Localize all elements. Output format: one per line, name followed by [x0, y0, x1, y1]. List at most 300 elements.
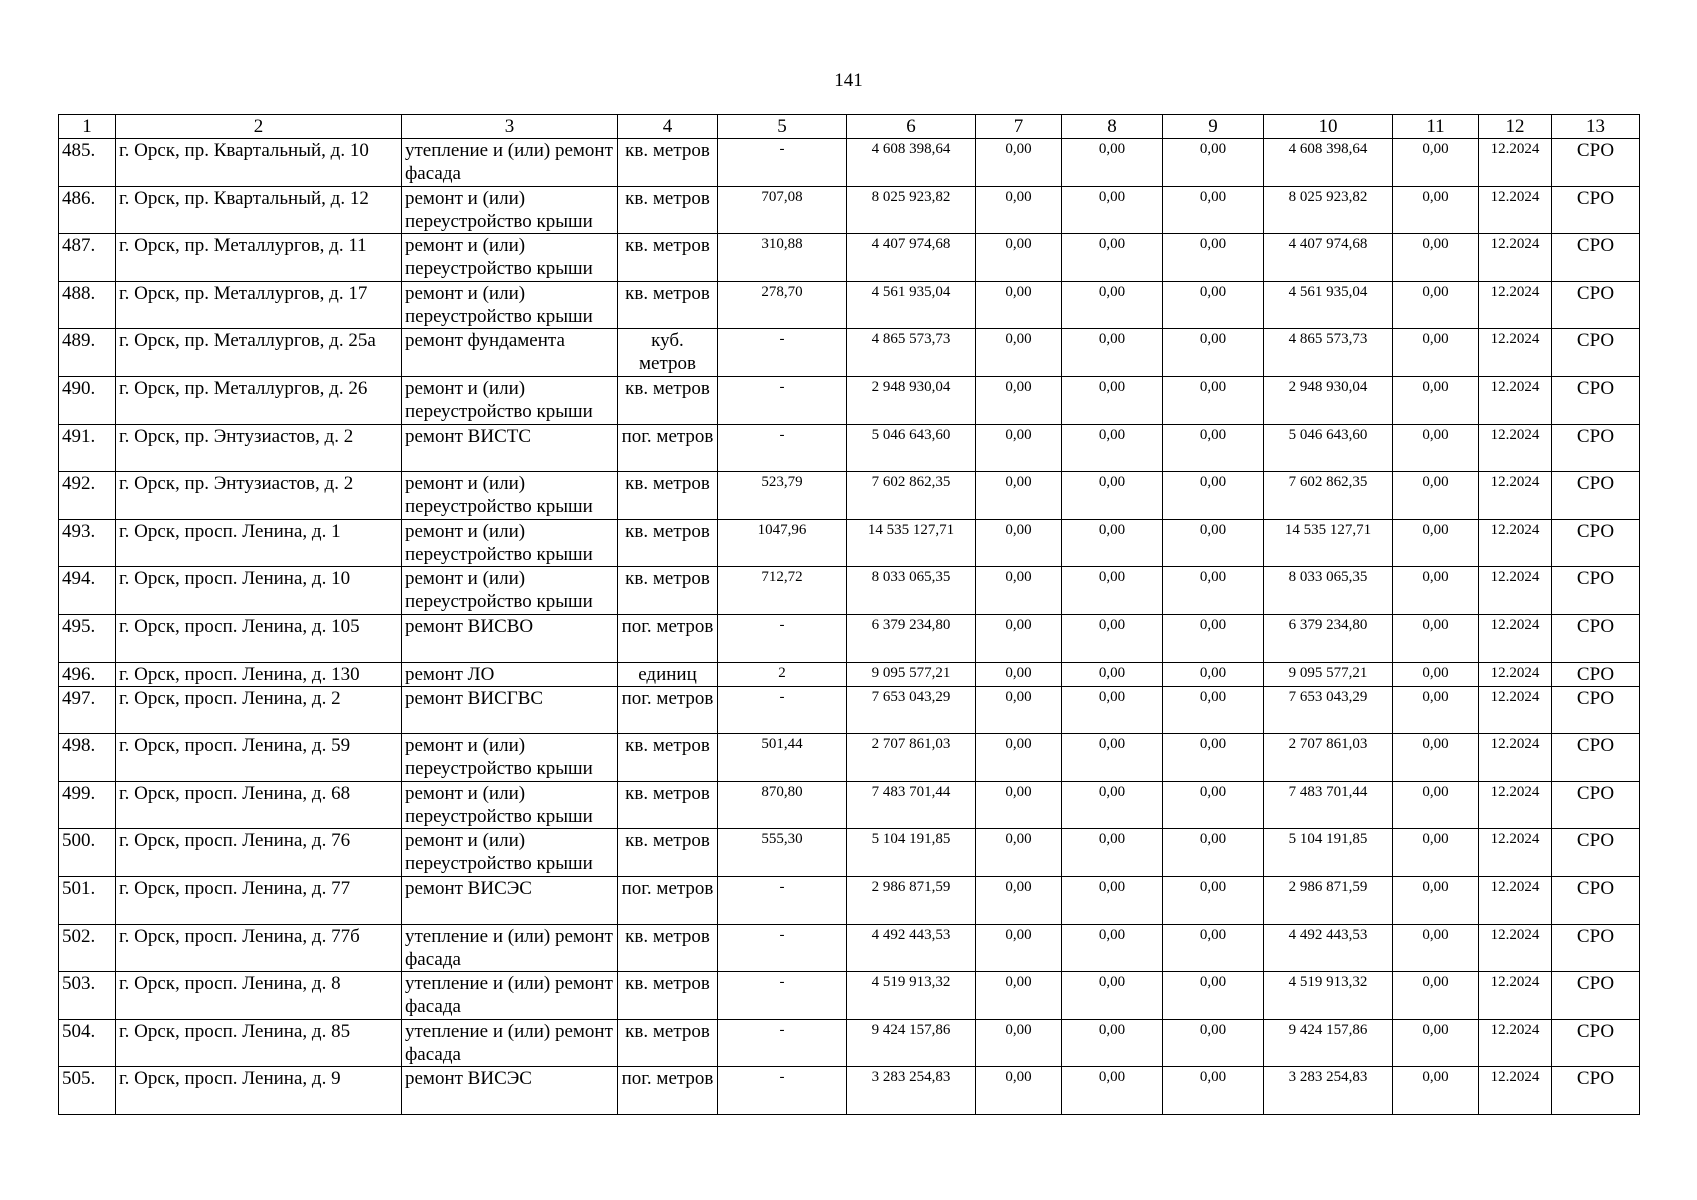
deadline-cell: 12.2024 — [1479, 519, 1552, 567]
work-type-cell: ремонт ВИСЭС — [402, 1067, 618, 1115]
table-row — [59, 781, 1640, 829]
other-funds-cell: 0,00 — [1393, 781, 1479, 829]
row-number: 487. — [59, 234, 116, 282]
owner-funds-cell: 5 046 643,60 — [1264, 424, 1393, 472]
method-cell: СРО — [1552, 376, 1640, 424]
work-type-cell: ремонт ВИСГВС — [402, 686, 618, 734]
deadline-cell: 12.2024 — [1479, 139, 1552, 187]
table-row — [59, 924, 1640, 972]
regional-funds-cell: 0,00 — [1062, 829, 1163, 877]
local-funds-cell: 0,00 — [1163, 472, 1264, 520]
federal-funds-cell: 0,00 — [976, 234, 1062, 282]
table-row — [59, 829, 1640, 877]
volume-cell: - — [718, 376, 847, 424]
owner-funds-cell: 4 865 573,73 — [1264, 329, 1393, 377]
deadline-cell: 12.2024 — [1479, 924, 1552, 972]
local-funds-cell: 0,00 — [1163, 972, 1264, 1020]
volume-cell: - — [718, 1067, 847, 1115]
volume-cell: - — [718, 424, 847, 472]
method-cell: СРО — [1552, 829, 1640, 877]
work-type-cell: ремонт ЛО — [402, 662, 618, 686]
total-cost-cell: 4 407 974,68 — [847, 234, 976, 282]
row-number: 494. — [59, 567, 116, 615]
local-funds-cell: 0,00 — [1163, 376, 1264, 424]
method-cell: СРО — [1552, 924, 1640, 972]
volume-cell: 523,79 — [718, 472, 847, 520]
work-type-cell: утепление и (или) ремонт фасада — [402, 139, 618, 187]
row-number: 488. — [59, 281, 116, 329]
row-number: 489. — [59, 329, 116, 377]
local-funds-cell: 0,00 — [1163, 519, 1264, 567]
table-row — [59, 329, 1640, 377]
local-funds-cell: 0,00 — [1163, 781, 1264, 829]
unit-cell: кв. метров — [618, 376, 718, 424]
regional-funds-cell: 0,00 — [1062, 924, 1163, 972]
local-funds-cell: 0,00 — [1163, 662, 1264, 686]
table-header-row — [59, 115, 1640, 139]
column-header: 6 — [847, 115, 976, 139]
total-cost-cell: 2 707 861,03 — [847, 734, 976, 782]
other-funds-cell: 0,00 — [1393, 662, 1479, 686]
work-type-cell: ремонт ВИСЭС — [402, 876, 618, 924]
total-cost-cell: 2 986 871,59 — [847, 876, 976, 924]
method-cell: СРО — [1552, 1019, 1640, 1067]
volume-cell: - — [718, 1019, 847, 1067]
volume-cell: - — [718, 139, 847, 187]
table-row — [59, 1067, 1640, 1115]
owner-funds-cell: 2 707 861,03 — [1264, 734, 1393, 782]
deadline-cell: 12.2024 — [1479, 472, 1552, 520]
column-header: 3 — [402, 115, 618, 139]
federal-funds-cell: 0,00 — [976, 519, 1062, 567]
address-cell: г. Орск, пр. Квартальный, д. 12 — [116, 186, 402, 234]
other-funds-cell: 0,00 — [1393, 139, 1479, 187]
row-number: 500. — [59, 829, 116, 877]
volume-cell: 310,88 — [718, 234, 847, 282]
work-type-cell: ремонт и (или) переустройство крыши — [402, 281, 618, 329]
owner-funds-cell: 2 986 871,59 — [1264, 876, 1393, 924]
method-cell: СРО — [1552, 876, 1640, 924]
regional-funds-cell: 0,00 — [1062, 734, 1163, 782]
row-number: 504. — [59, 1019, 116, 1067]
regional-funds-cell: 0,00 — [1062, 1067, 1163, 1115]
federal-funds-cell: 0,00 — [976, 186, 1062, 234]
owner-funds-cell: 9 095 577,21 — [1264, 662, 1393, 686]
other-funds-cell: 0,00 — [1393, 329, 1479, 377]
total-cost-cell: 4 608 398,64 — [847, 139, 976, 187]
deadline-cell: 12.2024 — [1479, 424, 1552, 472]
total-cost-cell: 8 025 923,82 — [847, 186, 976, 234]
unit-cell: кв. метров — [618, 472, 718, 520]
total-cost-cell: 6 379 234,80 — [847, 614, 976, 662]
volume-cell: - — [718, 329, 847, 377]
table-row — [59, 567, 1640, 615]
address-cell: г. Орск, просп. Ленина, д. 8 — [116, 972, 402, 1020]
federal-funds-cell: 0,00 — [976, 614, 1062, 662]
work-type-cell: ремонт и (или) переустройство крыши — [402, 472, 618, 520]
row-number: 497. — [59, 686, 116, 734]
local-funds-cell: 0,00 — [1163, 139, 1264, 187]
address-cell: г. Орск, просп. Ленина, д. 77 — [116, 876, 402, 924]
regional-funds-cell: 0,00 — [1062, 329, 1163, 377]
deadline-cell: 12.2024 — [1479, 376, 1552, 424]
federal-funds-cell: 0,00 — [976, 567, 1062, 615]
table-row — [59, 686, 1640, 734]
deadline-cell: 12.2024 — [1479, 734, 1552, 782]
local-funds-cell: 0,00 — [1163, 234, 1264, 282]
federal-funds-cell: 0,00 — [976, 424, 1062, 472]
owner-funds-cell: 2 948 930,04 — [1264, 376, 1393, 424]
unit-cell: кв. метров — [618, 781, 718, 829]
federal-funds-cell: 0,00 — [976, 139, 1062, 187]
table-row — [59, 972, 1640, 1020]
federal-funds-cell: 0,00 — [976, 829, 1062, 877]
column-header: 9 — [1163, 115, 1264, 139]
table-row — [59, 139, 1640, 187]
row-number: 490. — [59, 376, 116, 424]
register-table — [58, 114, 1640, 1115]
federal-funds-cell: 0,00 — [976, 281, 1062, 329]
regional-funds-cell: 0,00 — [1062, 519, 1163, 567]
deadline-cell: 12.2024 — [1479, 281, 1552, 329]
unit-cell: кв. метров — [618, 972, 718, 1020]
total-cost-cell: 9 095 577,21 — [847, 662, 976, 686]
total-cost-cell: 5 046 643,60 — [847, 424, 976, 472]
deadline-cell: 12.2024 — [1479, 1067, 1552, 1115]
owner-funds-cell: 4 492 443,53 — [1264, 924, 1393, 972]
address-cell: г. Орск, просп. Ленина, д. 2 — [116, 686, 402, 734]
other-funds-cell: 0,00 — [1393, 876, 1479, 924]
deadline-cell: 12.2024 — [1479, 186, 1552, 234]
deadline-cell: 12.2024 — [1479, 662, 1552, 686]
local-funds-cell: 0,00 — [1163, 1019, 1264, 1067]
unit-cell: пог. метров — [618, 614, 718, 662]
method-cell: СРО — [1552, 1067, 1640, 1115]
owner-funds-cell: 7 602 862,35 — [1264, 472, 1393, 520]
local-funds-cell: 0,00 — [1163, 614, 1264, 662]
deadline-cell: 12.2024 — [1479, 1019, 1552, 1067]
unit-cell: кв. метров — [618, 734, 718, 782]
row-number: 495. — [59, 614, 116, 662]
regional-funds-cell: 0,00 — [1062, 781, 1163, 829]
federal-funds-cell: 0,00 — [976, 1067, 1062, 1115]
table-row — [59, 1019, 1640, 1067]
federal-funds-cell: 0,00 — [976, 329, 1062, 377]
method-cell: СРО — [1552, 567, 1640, 615]
regional-funds-cell: 0,00 — [1062, 424, 1163, 472]
owner-funds-cell: 8 033 065,35 — [1264, 567, 1393, 615]
other-funds-cell: 0,00 — [1393, 1019, 1479, 1067]
address-cell: г. Орск, пр. Энтузиастов, д. 2 — [116, 472, 402, 520]
address-cell: г. Орск, просп. Ленина, д. 76 — [116, 829, 402, 877]
column-header: 11 — [1393, 115, 1479, 139]
local-funds-cell: 0,00 — [1163, 424, 1264, 472]
federal-funds-cell: 0,00 — [976, 876, 1062, 924]
row-number: 499. — [59, 781, 116, 829]
regional-funds-cell: 0,00 — [1062, 139, 1163, 187]
volume-cell: 555,30 — [718, 829, 847, 877]
owner-funds-cell: 4 407 974,68 — [1264, 234, 1393, 282]
owner-funds-cell: 3 283 254,83 — [1264, 1067, 1393, 1115]
unit-cell: кв. метров — [618, 139, 718, 187]
local-funds-cell: 0,00 — [1163, 567, 1264, 615]
volume-cell: - — [718, 924, 847, 972]
owner-funds-cell: 7 483 701,44 — [1264, 781, 1393, 829]
unit-cell: единиц — [618, 662, 718, 686]
owner-funds-cell: 4 519 913,32 — [1264, 972, 1393, 1020]
deadline-cell: 12.2024 — [1479, 781, 1552, 829]
table-row — [59, 519, 1640, 567]
address-cell: г. Орск, пр. Металлургов, д. 25а — [116, 329, 402, 377]
work-type-cell: ремонт и (или) переустройство крыши — [402, 829, 618, 877]
volume-cell: - — [718, 876, 847, 924]
method-cell: СРО — [1552, 662, 1640, 686]
owner-funds-cell: 4 561 935,04 — [1264, 281, 1393, 329]
regional-funds-cell: 0,00 — [1062, 281, 1163, 329]
federal-funds-cell: 0,00 — [976, 972, 1062, 1020]
owner-funds-cell: 9 424 157,86 — [1264, 1019, 1393, 1067]
method-cell: СРО — [1552, 139, 1640, 187]
volume-cell: 712,72 — [718, 567, 847, 615]
address-cell: г. Орск, пр. Квартальный, д. 10 — [116, 139, 402, 187]
table-body — [59, 139, 1640, 1115]
total-cost-cell: 5 104 191,85 — [847, 829, 976, 877]
work-type-cell: утепление и (или) ремонт фасада — [402, 1019, 618, 1067]
regional-funds-cell: 0,00 — [1062, 686, 1163, 734]
total-cost-cell: 9 424 157,86 — [847, 1019, 976, 1067]
local-funds-cell: 0,00 — [1163, 734, 1264, 782]
address-cell: г. Орск, пр. Металлургов, д. 26 — [116, 376, 402, 424]
other-funds-cell: 0,00 — [1393, 186, 1479, 234]
unit-cell: кв. метров — [618, 567, 718, 615]
table-row — [59, 186, 1640, 234]
table-row — [59, 876, 1640, 924]
method-cell: СРО — [1552, 186, 1640, 234]
other-funds-cell: 0,00 — [1393, 281, 1479, 329]
owner-funds-cell: 6 379 234,80 — [1264, 614, 1393, 662]
volume-cell: - — [718, 686, 847, 734]
unit-cell: кв. метров — [618, 519, 718, 567]
local-funds-cell: 0,00 — [1163, 686, 1264, 734]
regional-funds-cell: 0,00 — [1062, 972, 1163, 1020]
regional-funds-cell: 0,00 — [1062, 186, 1163, 234]
federal-funds-cell: 0,00 — [976, 734, 1062, 782]
other-funds-cell: 0,00 — [1393, 829, 1479, 877]
address-cell: г. Орск, просп. Ленина, д. 85 — [116, 1019, 402, 1067]
method-cell: СРО — [1552, 781, 1640, 829]
other-funds-cell: 0,00 — [1393, 472, 1479, 520]
work-type-cell: ремонт и (или) переустройство крыши — [402, 186, 618, 234]
column-header: 12 — [1479, 115, 1552, 139]
method-cell: СРО — [1552, 614, 1640, 662]
row-number: 498. — [59, 734, 116, 782]
address-cell: г. Орск, просп. Ленина, д. 77б — [116, 924, 402, 972]
federal-funds-cell: 0,00 — [976, 472, 1062, 520]
unit-cell: кв. метров — [618, 186, 718, 234]
row-number: 496. — [59, 662, 116, 686]
table-row — [59, 281, 1640, 329]
method-cell: СРО — [1552, 519, 1640, 567]
federal-funds-cell: 0,00 — [976, 662, 1062, 686]
regional-funds-cell: 0,00 — [1062, 662, 1163, 686]
deadline-cell: 12.2024 — [1479, 234, 1552, 282]
work-type-cell: ремонт и (или) переустройство крыши — [402, 376, 618, 424]
deadline-cell: 12.2024 — [1479, 876, 1552, 924]
address-cell: г. Орск, пр. Металлургов, д. 11 — [116, 234, 402, 282]
table-row — [59, 614, 1640, 662]
unit-cell: куб. метров — [618, 329, 718, 377]
federal-funds-cell: 0,00 — [976, 1019, 1062, 1067]
local-funds-cell: 0,00 — [1163, 924, 1264, 972]
work-type-cell: ремонт ВИСВО — [402, 614, 618, 662]
total-cost-cell: 4 492 443,53 — [847, 924, 976, 972]
address-cell: г. Орск, просп. Ленина, д. 130 — [116, 662, 402, 686]
row-number: 486. — [59, 186, 116, 234]
regional-funds-cell: 0,00 — [1062, 876, 1163, 924]
other-funds-cell: 0,00 — [1393, 686, 1479, 734]
total-cost-cell: 7 483 701,44 — [847, 781, 976, 829]
work-type-cell: утепление и (или) ремонт фасада — [402, 972, 618, 1020]
volume-cell: 707,08 — [718, 186, 847, 234]
work-type-cell: ремонт и (или) переустройство крыши — [402, 234, 618, 282]
method-cell: СРО — [1552, 686, 1640, 734]
total-cost-cell: 4 519 913,32 — [847, 972, 976, 1020]
work-type-cell: ремонт и (или) переустройство крыши — [402, 734, 618, 782]
row-number: 501. — [59, 876, 116, 924]
other-funds-cell: 0,00 — [1393, 519, 1479, 567]
column-header: 8 — [1062, 115, 1163, 139]
owner-funds-cell: 7 653 043,29 — [1264, 686, 1393, 734]
row-number: 493. — [59, 519, 116, 567]
address-cell: г. Орск, просп. Ленина, д. 68 — [116, 781, 402, 829]
column-header: 1 — [59, 115, 116, 139]
deadline-cell: 12.2024 — [1479, 567, 1552, 615]
owner-funds-cell: 5 104 191,85 — [1264, 829, 1393, 877]
work-type-cell: ремонт и (или) переустройство крыши — [402, 567, 618, 615]
row-number: 503. — [59, 972, 116, 1020]
row-number: 505. — [59, 1067, 116, 1115]
method-cell: СРО — [1552, 424, 1640, 472]
other-funds-cell: 0,00 — [1393, 234, 1479, 282]
table-row — [59, 734, 1640, 782]
unit-cell: кв. метров — [618, 234, 718, 282]
other-funds-cell: 0,00 — [1393, 424, 1479, 472]
other-funds-cell: 0,00 — [1393, 924, 1479, 972]
work-type-cell: ремонт и (или) переустройство крыши — [402, 781, 618, 829]
owner-funds-cell: 4 608 398,64 — [1264, 139, 1393, 187]
work-type-cell: ремонт и (или) переустройство крыши — [402, 519, 618, 567]
method-cell: СРО — [1552, 734, 1640, 782]
federal-funds-cell: 0,00 — [976, 924, 1062, 972]
address-cell: г. Орск, пр. Металлургов, д. 17 — [116, 281, 402, 329]
method-cell: СРО — [1552, 329, 1640, 377]
regional-funds-cell: 0,00 — [1062, 614, 1163, 662]
total-cost-cell: 4 865 573,73 — [847, 329, 976, 377]
unit-cell: кв. метров — [618, 924, 718, 972]
unit-cell: пог. метров — [618, 876, 718, 924]
column-header: 7 — [976, 115, 1062, 139]
total-cost-cell: 2 948 930,04 — [847, 376, 976, 424]
table-row — [59, 472, 1640, 520]
total-cost-cell: 7 653 043,29 — [847, 686, 976, 734]
total-cost-cell: 14 535 127,71 — [847, 519, 976, 567]
column-header: 4 — [618, 115, 718, 139]
address-cell: г. Орск, просп. Ленина, д. 10 — [116, 567, 402, 615]
method-cell: СРО — [1552, 234, 1640, 282]
volume-cell: - — [718, 614, 847, 662]
unit-cell: пог. метров — [618, 424, 718, 472]
other-funds-cell: 0,00 — [1393, 614, 1479, 662]
regional-funds-cell: 0,00 — [1062, 567, 1163, 615]
deadline-cell: 12.2024 — [1479, 972, 1552, 1020]
method-cell: СРО — [1552, 972, 1640, 1020]
local-funds-cell: 0,00 — [1163, 1067, 1264, 1115]
volume-cell: 1047,96 — [718, 519, 847, 567]
column-header: 2 — [116, 115, 402, 139]
regional-funds-cell: 0,00 — [1062, 472, 1163, 520]
other-funds-cell: 0,00 — [1393, 734, 1479, 782]
column-header: 10 — [1264, 115, 1393, 139]
table-row — [59, 234, 1640, 282]
other-funds-cell: 0,00 — [1393, 972, 1479, 1020]
unit-cell: пог. метров — [618, 1067, 718, 1115]
address-cell: г. Орск, просп. Ленина, д. 59 — [116, 734, 402, 782]
work-type-cell: ремонт ВИСТС — [402, 424, 618, 472]
deadline-cell: 12.2024 — [1479, 686, 1552, 734]
row-number: 492. — [59, 472, 116, 520]
work-type-cell: ремонт фундамента — [402, 329, 618, 377]
deadline-cell: 12.2024 — [1479, 829, 1552, 877]
method-cell: СРО — [1552, 472, 1640, 520]
federal-funds-cell: 0,00 — [976, 376, 1062, 424]
row-number: 502. — [59, 924, 116, 972]
volume-cell: - — [718, 972, 847, 1020]
local-funds-cell: 0,00 — [1163, 186, 1264, 234]
address-cell: г. Орск, просп. Ленина, д. 9 — [116, 1067, 402, 1115]
regional-funds-cell: 0,00 — [1062, 1019, 1163, 1067]
column-header: 13 — [1552, 115, 1640, 139]
other-funds-cell: 0,00 — [1393, 376, 1479, 424]
address-cell: г. Орск, пр. Энтузиастов, д. 2 — [116, 424, 402, 472]
deadline-cell: 12.2024 — [1479, 614, 1552, 662]
volume-cell: 870,80 — [718, 781, 847, 829]
total-cost-cell: 7 602 862,35 — [847, 472, 976, 520]
address-cell: г. Орск, просп. Ленина, д. 1 — [116, 519, 402, 567]
other-funds-cell: 0,00 — [1393, 567, 1479, 615]
owner-funds-cell: 14 535 127,71 — [1264, 519, 1393, 567]
volume-cell: 278,70 — [718, 281, 847, 329]
regional-funds-cell: 0,00 — [1062, 376, 1163, 424]
column-header: 5 — [718, 115, 847, 139]
other-funds-cell: 0,00 — [1393, 1067, 1479, 1115]
address-cell: г. Орск, просп. Ленина, д. 105 — [116, 614, 402, 662]
deadline-cell: 12.2024 — [1479, 329, 1552, 377]
table-row — [59, 662, 1640, 686]
work-type-cell: утепление и (или) ремонт фасада — [402, 924, 618, 972]
volume-cell: 501,44 — [718, 734, 847, 782]
table-row — [59, 376, 1640, 424]
local-funds-cell: 0,00 — [1163, 281, 1264, 329]
total-cost-cell: 4 561 935,04 — [847, 281, 976, 329]
row-number: 491. — [59, 424, 116, 472]
unit-cell: кв. метров — [618, 281, 718, 329]
total-cost-cell: 3 283 254,83 — [847, 1067, 976, 1115]
method-cell: СРО — [1552, 281, 1640, 329]
unit-cell: кв. метров — [618, 829, 718, 877]
local-funds-cell: 0,00 — [1163, 329, 1264, 377]
federal-funds-cell: 0,00 — [976, 781, 1062, 829]
total-cost-cell: 8 033 065,35 — [847, 567, 976, 615]
